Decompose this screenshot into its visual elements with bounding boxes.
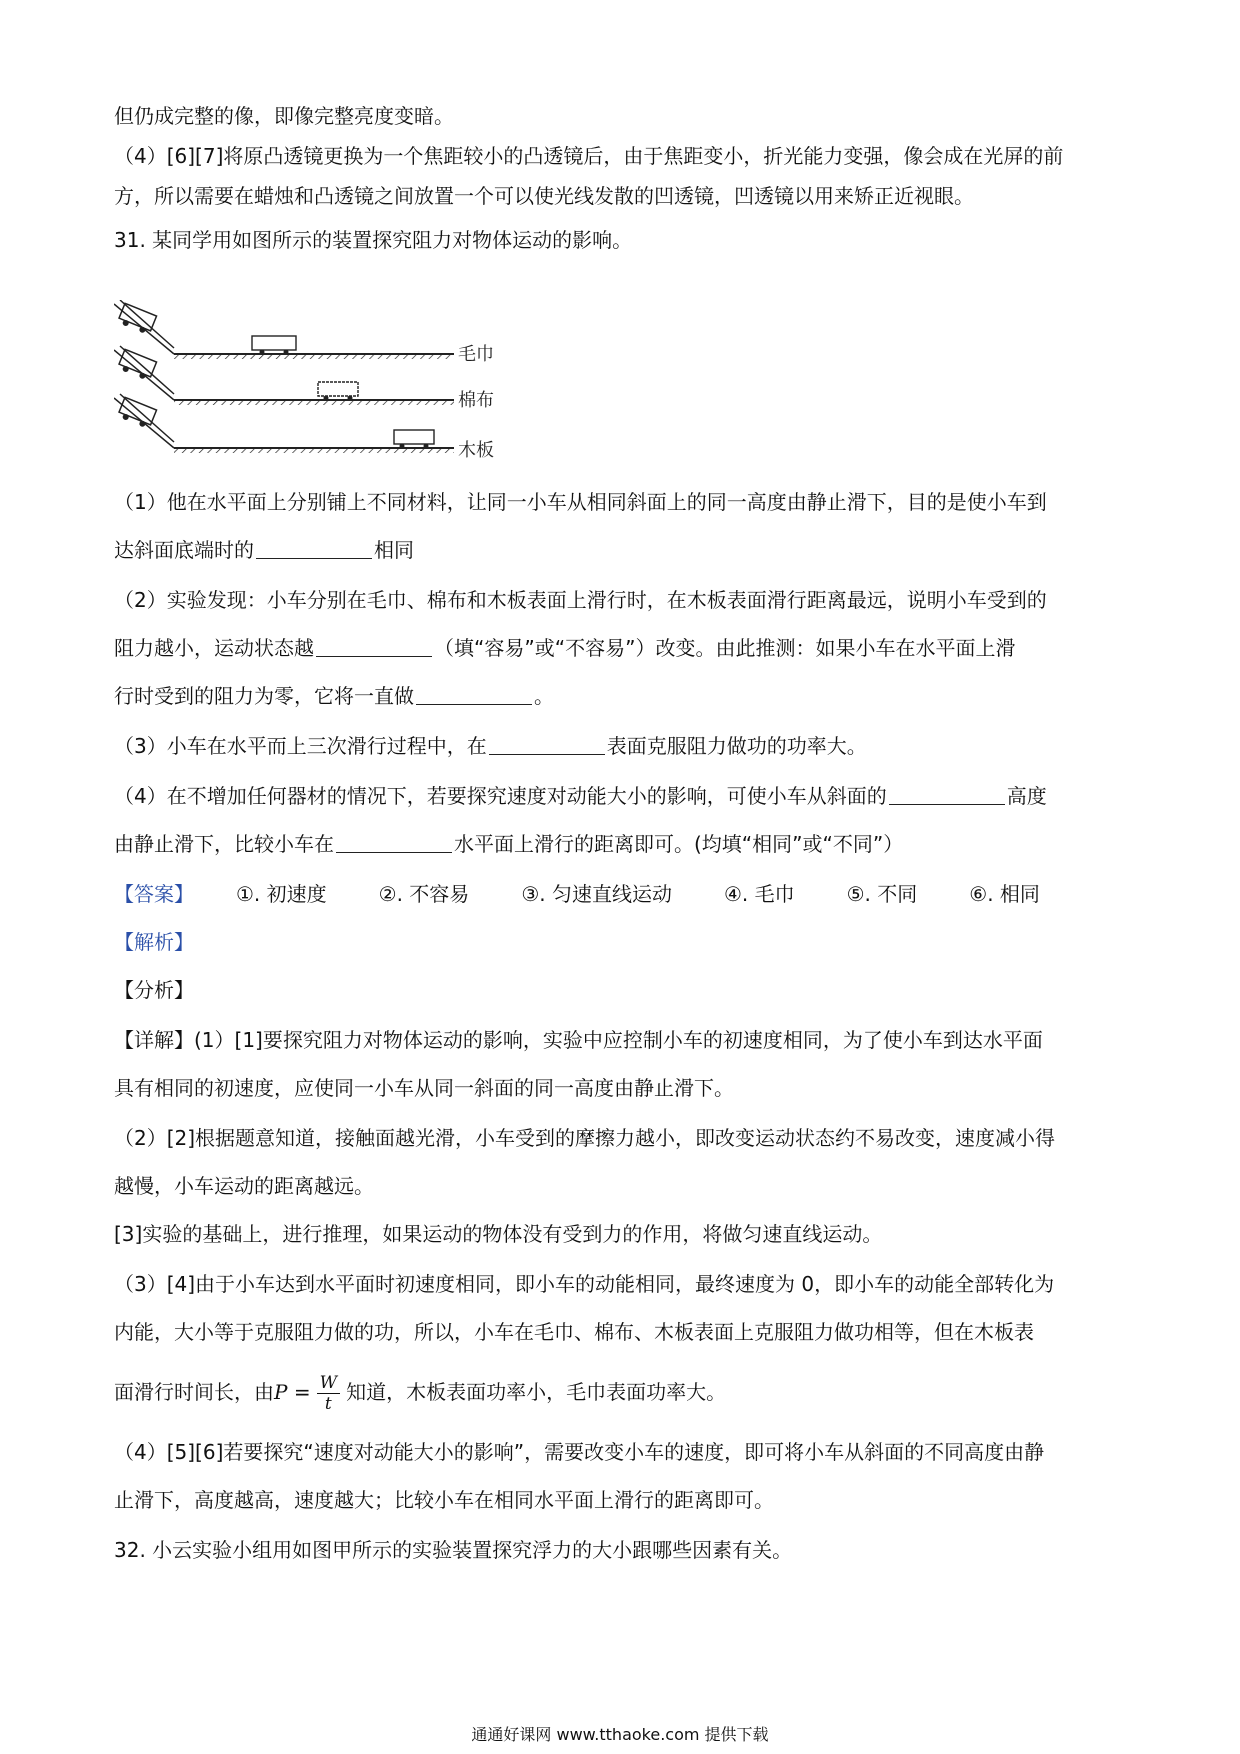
detail-line: 内能，大小等于克服阻力做的功，所以，小车在毛巾、棉布、木板表面上克服阻力做功相等，但在木板表 [114, 1320, 1034, 1344]
text-span: 达斜面底端时的 [114, 538, 254, 562]
formula-fraction [317, 1373, 340, 1414]
answer-item: ②. 不容易 [378, 882, 470, 906]
question-part-2-cont [114, 634, 1134, 662]
text-span: 行时受到的阻力为零，它将一直做 [114, 684, 414, 708]
text-span: 阻力越小，运动状态越 [114, 636, 314, 660]
answer-item: ⑥. 相同 [969, 882, 1040, 906]
label-towel: 毛巾 [458, 344, 494, 365]
label-board: 木板 [458, 440, 494, 461]
detail-line: 具有相同的初速度，应使同一小车从同一斜面的同一高度由静止滑下。 [114, 1076, 734, 1100]
text-line: 但仍成完整的像，即像完整亮度变暗。 [114, 104, 454, 128]
question-32-title: 32. 小云实验小组用如图甲所示的实验装置探究浮力的大小跟哪些因素有关。 [114, 1538, 793, 1562]
answer-label: 【答案】 [114, 882, 194, 906]
detail-line: （3）[4]由于小车达到水平面时初速度相同，即小车的动能相同，最终速度为 0，即小车的动能全部转化为 [114, 1272, 1055, 1296]
text-span: （填“容易”或“不容易”）改变。由此推测：如果小车在水平面上滑 [434, 636, 1016, 660]
question-part-4 [114, 782, 1134, 810]
question-part-3 [114, 732, 1134, 760]
detail-line: 【详解】(1）[1]要探究阻力对物体运动的影响，实验中应控制小车的初速度相同，为了使小车到达水平面 [114, 1028, 1043, 1052]
detail-line: 止滑下，高度越高，速度越大；比较小车在相同水平面上滑行的距离即可。 [114, 1488, 774, 1512]
formula-numerator: W [317, 1373, 340, 1394]
answer-blank[interactable] [889, 784, 1005, 805]
text-span: （3）小车在水平而上三次滑行过程中，在 [114, 734, 487, 758]
detail-line: [3]实验的基础上，进行推理，如果运动的物体没有受到力的作用，将做匀速直线运动。 [114, 1222, 883, 1246]
question-part-4-cont [114, 830, 1134, 858]
detail-line: 越慢，小车运动的距离越远。 [114, 1174, 374, 1198]
experiment-figure [114, 300, 584, 476]
text-span: 由静止滑下，比较小车在 [114, 832, 334, 856]
answer-blank[interactable] [316, 636, 432, 657]
label-cotton: 棉布 [458, 390, 494, 411]
answer-item: ③. 匀速直线运动 [521, 882, 672, 906]
question-part-1: （1）他在水平面上分别铺上不同材料，让同一小车从相同斜面上的同一高度由静止滑下，目的是使小车到 [114, 490, 1047, 514]
answer-blank[interactable] [256, 538, 372, 559]
page-footer: 通通好课网 www.tthaoke.com 提供下载 [471, 1725, 769, 1744]
text-span: 相同 [374, 538, 414, 562]
text-span: 。 [534, 684, 554, 708]
text-line: 方，所以需要在蜡烛和凸透镜之间放置一个可以使光线发散的凹透镜，凹透镜以用来矫正近视眼。 [114, 184, 974, 208]
text-span: 表面克服阻力做功的功率大。 [606, 734, 867, 758]
analysis-heading: 【分析】 [114, 978, 194, 1002]
detail-line: （2）[2]根据题意知道，接触面越光滑，小车受到的摩擦力越小，即改变运动状态约不易改变，速度减小得 [114, 1126, 1056, 1150]
question-31-title: 31. 某同学用如图所示的装置探究阻力对物体运动的影响。 [114, 228, 633, 252]
formula-equals: = [293, 1380, 311, 1404]
answer-blank[interactable] [336, 832, 452, 853]
answer-line [114, 880, 1134, 908]
analysis-label: 【解析】 [114, 930, 194, 954]
answer-blank[interactable] [489, 734, 605, 755]
text-span: 高度 [1006, 784, 1047, 808]
question-part-2: （2）实验发现：小车分别在毛巾、棉布和木板表面上滑行时，在木板表面滑行距离最远，说明小车受到的 [114, 588, 1047, 612]
text-span: 水平面上滑行的距离即可。(均填“相同”或“不同”） [454, 832, 904, 856]
answer-blank[interactable] [416, 684, 532, 705]
text-span: （4）在不增加任何器材的情况下，若要探究速度对动能大小的影响，可使小车从斜面的 [114, 784, 887, 808]
formula-denominator: t [324, 1394, 332, 1414]
answer-item: ⑤. 不同 [846, 882, 918, 906]
question-part-2-cont2 [114, 682, 1134, 710]
text-span: 面滑行时间长，由 [114, 1380, 274, 1404]
text-line: （4）[6][7]将原凸透镜更换为一个焦距较小的凸透镜后，由于焦距变小，折光能力变强，像会成在光屏的前 [114, 144, 1064, 168]
question-part-1-cont [114, 536, 1134, 564]
ramp-row-towel [114, 300, 454, 359]
detail-line-formula [114, 1370, 1134, 1414]
text-span: 知道，木板表面功率小，毛巾表面功率大。 [346, 1380, 727, 1404]
formula-p: P [274, 1380, 288, 1404]
detail-line: （4）[5][6]若要探究“速度对动能大小的影响”，需要改变小车的速度，即可将小车从斜面的不同高度由静 [114, 1440, 1045, 1464]
answer-item: ④. 毛巾 [723, 882, 795, 906]
answer-item: ①. 初速度 [236, 882, 327, 906]
